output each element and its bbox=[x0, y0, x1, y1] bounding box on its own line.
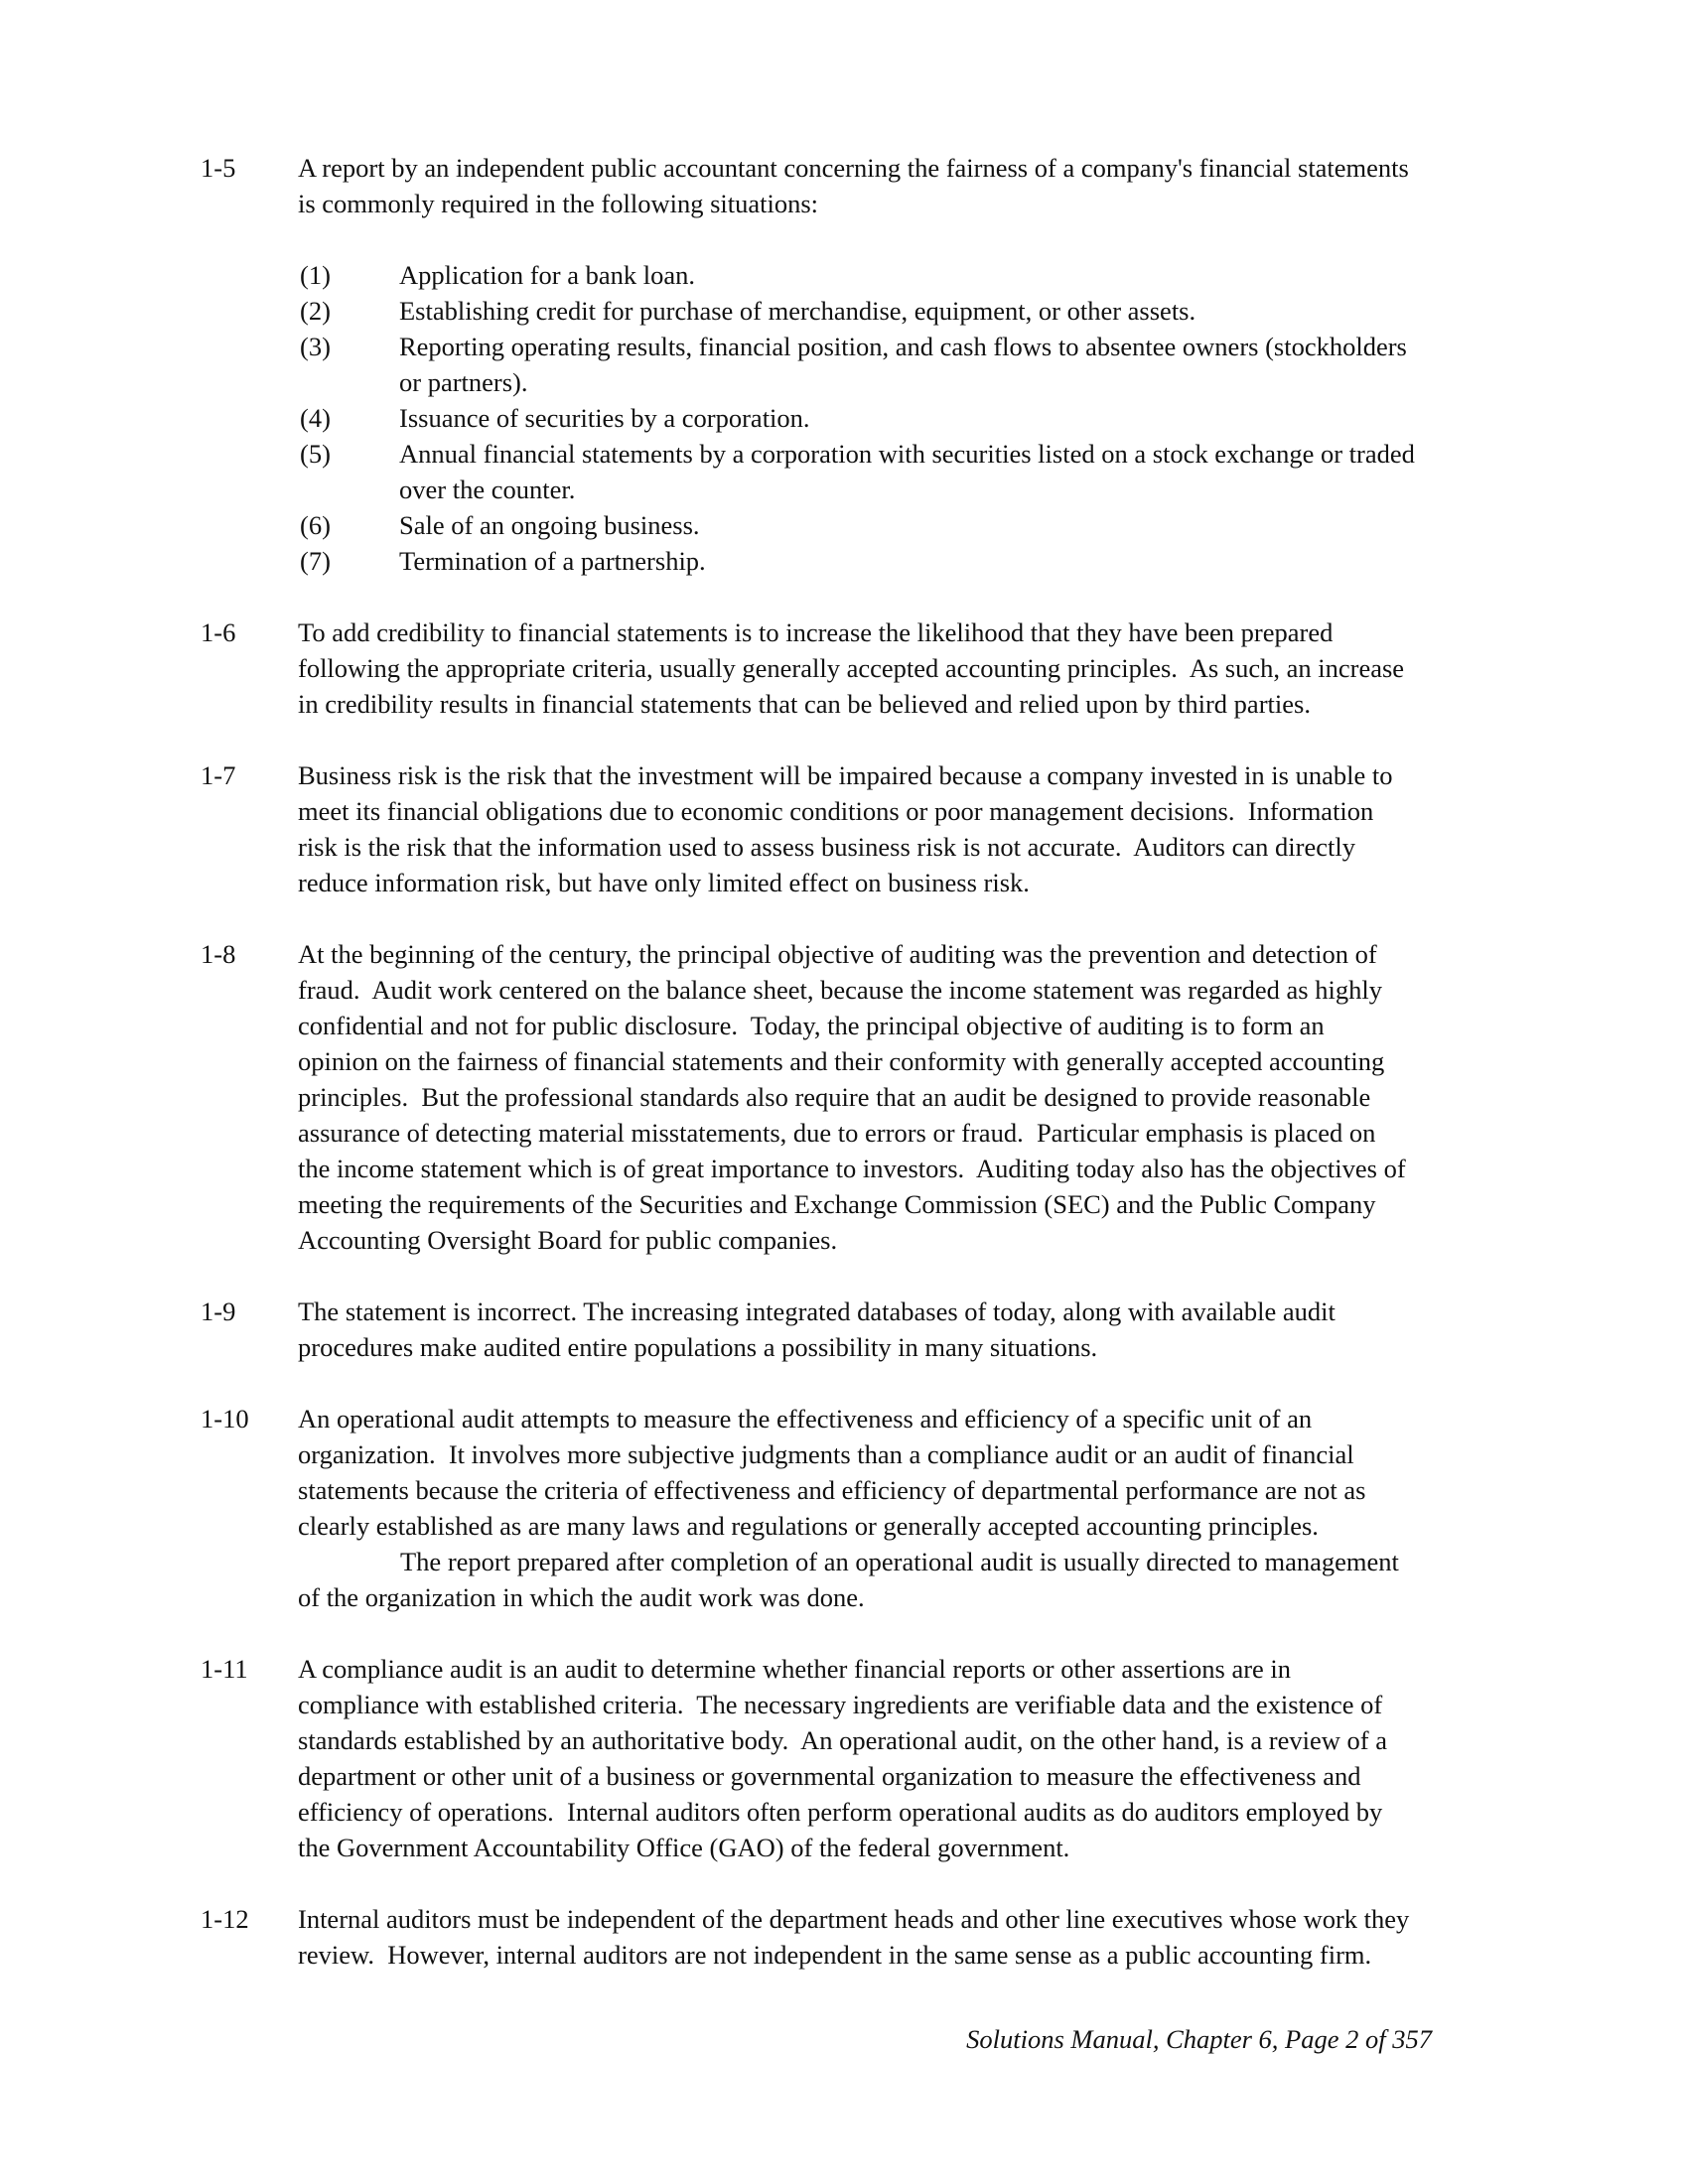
section-text-line: opinion on the fairness of financial statements and their conformity with generally accepted accounting bbox=[298, 1046, 1385, 1076]
list-marker: (1) bbox=[300, 260, 331, 290]
section-text-line: risk is the risk that the information used to assess business risk is not accurate. Auditors can directly bbox=[298, 832, 1355, 862]
section-text-line: in credibility results in financial statements that can be believed and relied upon by third parties. bbox=[298, 689, 1311, 719]
section-text-line: organization. It involves more subjective judgments than a compliance audit or an audit of financial bbox=[298, 1439, 1354, 1469]
section-text-line: A compliance audit is an audit to determine whether financial reports or other assertions are in bbox=[298, 1654, 1292, 1684]
section-number: 1-6 bbox=[201, 617, 236, 647]
page-footer: Solutions Manual, Chapter 6, Page 2 of 357 bbox=[966, 2024, 1432, 2054]
list-marker: (5) bbox=[300, 439, 331, 469]
section-text-line: An operational audit attempts to measure the effectiveness and efficiency of a specific unit of an bbox=[298, 1404, 1313, 1433]
section-text-line: efficiency of operations. Internal auditors often perform operational audits as do auditors employed by bbox=[298, 1797, 1383, 1827]
section-text-line: of the organization in which the audit work was done. bbox=[298, 1582, 865, 1612]
section-number: 1-7 bbox=[201, 760, 236, 790]
section-text-line: compliance with established criteria. The necessary ingredients are verifiable data and the existence of bbox=[298, 1690, 1383, 1719]
list-marker: (6) bbox=[300, 510, 331, 540]
section-text-line: confidential and not for public disclosure. Today, the principal objective of auditing is to form an bbox=[298, 1011, 1325, 1040]
section-text-line: the income statement which is of great importance to investors. Auditing today also has the objectives of bbox=[298, 1154, 1406, 1183]
section-text-indented-line: The report prepared after completion of an operational audit is usually directed to management bbox=[400, 1547, 1399, 1576]
section-text-line: At the beginning of the century, the principal objective of auditing was the prevention and detection of bbox=[298, 939, 1377, 969]
section-text-line: clearly established as are many laws and regulations or generally accepted accounting principles. bbox=[298, 1511, 1319, 1541]
section-text-line: principles. But the professional standards also require that an audit be designed to provide reasonable bbox=[298, 1082, 1371, 1112]
list-item: Application for a bank loan. bbox=[399, 260, 696, 290]
section-text-line: standards established by an authoritative body. An operational audit, on the other hand, is a review of a bbox=[298, 1725, 1387, 1755]
section-text-line: Accounting Oversight Board for public companies. bbox=[298, 1225, 838, 1255]
section-text-line: A report by an independent public accountant concerning the fairness of a company's financial statements bbox=[298, 153, 1409, 183]
list-item: Reporting operating results, financial position, and cash flows to absentee owners (stockholders bbox=[399, 332, 1407, 361]
section-text-line: fraud. Audit work centered on the balance sheet, because the income statement was regarded as highly bbox=[298, 975, 1382, 1005]
section-text-line: reduce information risk, but have only limited effect on business risk. bbox=[298, 868, 1030, 897]
list-item: Termination of a partnership. bbox=[399, 546, 706, 576]
list-item: Annual financial statements by a corporation with securities listed on a stock exchange or traded bbox=[399, 439, 1415, 469]
list-item: Sale of an ongoing business. bbox=[399, 510, 700, 540]
section-text-line: the Government Accountability Office (GAO) of the federal government. bbox=[298, 1833, 1070, 1862]
section-number: 1-11 bbox=[201, 1654, 248, 1684]
list-marker: (4) bbox=[300, 403, 331, 433]
section-text-line: review. However, internal auditors are not independent in the same sense as a public accounting firm. bbox=[298, 1940, 1372, 1970]
section-number: 1-9 bbox=[201, 1297, 236, 1326]
section-text-line: To add credibility to financial statements is to increase the likelihood that they have been prepared bbox=[298, 617, 1334, 647]
section-text-line: is commonly required in the following situations: bbox=[298, 189, 819, 218]
section-text-line: statements because the criteria of effectiveness and efficiency of departmental performance are not as bbox=[298, 1475, 1366, 1505]
section-text-line: following the appropriate criteria, usually generally accepted accounting principles. As such, an increase bbox=[298, 653, 1405, 683]
section-number: 1-8 bbox=[201, 939, 236, 969]
list-item-continuation: or partners). bbox=[399, 367, 528, 397]
section-text-line: meet its financial obligations due to economic conditions or poor management decisions. Information bbox=[298, 796, 1374, 826]
list-item: Establishing credit for purchase of merchandise, equipment, or other assets. bbox=[399, 296, 1196, 326]
list-marker: (7) bbox=[300, 546, 331, 576]
section-text-line: department or other unit of a business or governmental organization to measure the effectiveness and bbox=[298, 1761, 1361, 1791]
section-text-line: Business risk is the risk that the investment will be impaired because a company invested in is unable to bbox=[298, 760, 1393, 790]
section-number: 1-5 bbox=[201, 153, 236, 183]
section-number: 1-10 bbox=[201, 1404, 249, 1433]
list-item: Issuance of securities by a corporation. bbox=[399, 403, 810, 433]
section-text-line: The statement is incorrect. The increasing integrated databases of today, along with available audit bbox=[298, 1297, 1336, 1326]
list-marker: (2) bbox=[300, 296, 331, 326]
section-text-line: meeting the requirements of the Securities and Exchange Commission (SEC) and the Public Company bbox=[298, 1189, 1376, 1219]
section-text-line: Internal auditors must be independent of the department heads and other line executives whose work they bbox=[298, 1904, 1410, 1934]
section-number: 1-12 bbox=[201, 1904, 249, 1934]
list-item-continuation: over the counter. bbox=[399, 475, 576, 504]
section-text-line: procedures make audited entire populations a possibility in many situations. bbox=[298, 1332, 1098, 1362]
section-text-line: assurance of detecting material misstatements, due to errors or fraud. Particular emphasis is placed on bbox=[298, 1118, 1376, 1148]
list-marker: (3) bbox=[300, 332, 331, 361]
